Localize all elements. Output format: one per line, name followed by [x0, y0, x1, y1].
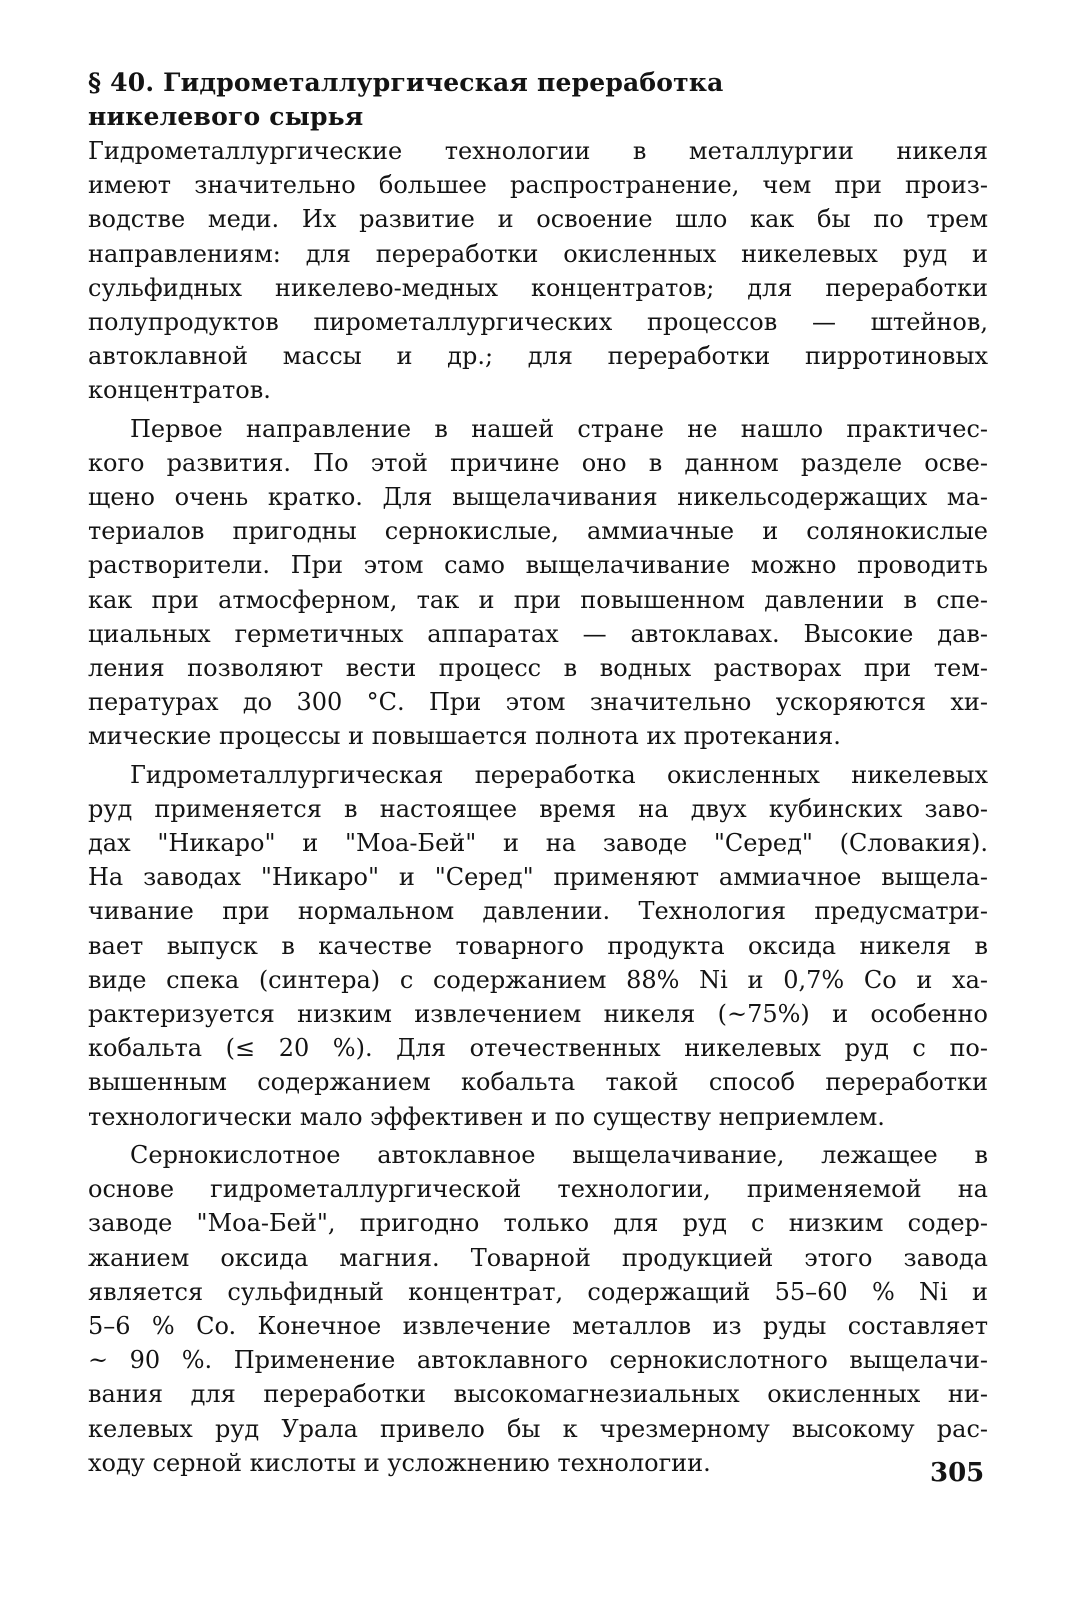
text-line: циальных герметичных аппаратах — автоклавах. Высокие дав- — [88, 619, 988, 648]
text-line: териалов пригодны сернокислые, аммиачные и солянокислые — [88, 517, 988, 546]
text-line: имеют значительно большее распространение, чем при произ- — [88, 171, 988, 200]
text-line: заводе "Моа-Бей", пригодно только для руд с низким содер- — [88, 1209, 988, 1238]
text-line: кобальта (≤ 20 %). Для отечественных никелевых руд с по- — [88, 1034, 988, 1063]
text-line: вышенным содержанием кобальта такой способ переработки — [88, 1068, 988, 1097]
text-line: водстве меди. Их развитие и освоение шло как бы по трем — [88, 205, 988, 234]
paragraph-3 — [88, 758, 988, 1134]
page-number: 305 — [930, 1458, 985, 1488]
paragraph-1 — [88, 134, 988, 408]
text-line: руд применяется в настоящее время на двух кубинских заво- — [88, 794, 988, 823]
text-line: келевых руд Урала привело бы к чрезмерному высокому рас- — [88, 1414, 988, 1443]
text-line: мические процессы и повышается полнота их протекания. — [88, 722, 841, 751]
text-line: ления позволяют вести процесс в водных растворах при тем- — [88, 654, 988, 683]
paragraph-4 — [88, 1138, 988, 1480]
text-line: автоклавной массы и др.; для переработки пирротиновых — [88, 342, 988, 371]
text-line: концентратов. — [88, 376, 271, 405]
text-line: ходу серной кислоты и усложнению технологии. — [88, 1448, 711, 1477]
text-line: технологически мало эффективен и по существу неприемлем. — [88, 1102, 885, 1131]
text-line: щено очень кратко. Для выщелачивания никельсодержащих ма- — [88, 483, 988, 512]
text-line: является сульфидный концентрат, содержащий 55–60 % Ni и — [88, 1277, 988, 1306]
text-line: виде спека (синтера) с содержанием 88% Ni и 0,7% Co и ха- — [88, 965, 988, 994]
text-line: основе гидрометаллургической технологии, применяемой на — [88, 1175, 988, 1204]
text-line: рактеризуется низким извлечением никеля (~75%) и особенно — [88, 1000, 988, 1029]
text-line: пературах до 300 °С. При этом значительно ускоряются хи- — [88, 688, 988, 717]
text-line: Гидрометаллургическая переработка окисленных никелевых — [130, 760, 988, 789]
text-line: полупродуктов пирометаллургических процессов — штейнов, — [88, 308, 988, 337]
text-line: ~ 90 %. Применение автоклавного сернокислотного выщелачи- — [88, 1346, 988, 1375]
section-heading-line: § 40. Гидрометаллургическая переработка — [88, 68, 724, 97]
text-line: Гидрометаллургические технологии в металлургии никеля — [88, 137, 988, 165]
text-line: кого развития. По этой причине оно в данном разделе осве- — [88, 448, 988, 477]
text-line: Первое направление в нашей стране не нашло практичес- — [130, 414, 988, 443]
text-line: растворители. При этом само выщелачивание можно проводить — [88, 551, 988, 580]
section-heading-line: никелевого сырья — [88, 102, 364, 131]
text-line: На заводах "Никаро" и "Серед" применяют аммиачное выщела- — [88, 863, 988, 892]
text-line: сульфидных никелево-медных концентратов; для переработки — [88, 273, 988, 302]
text-line: чивание при нормальном давлении. Технология предусматри- — [88, 897, 988, 926]
text-line: вания для переработки высокомагнезиальных окисленных ни- — [88, 1380, 988, 1409]
section-heading — [88, 66, 988, 134]
book-page — [88, 66, 988, 1480]
paragraph-2 — [88, 412, 988, 754]
text-line: Сернокислотное автоклавное выщелачивание, лежащее в — [130, 1140, 988, 1169]
text-line: жанием оксида магния. Товарной продукцией этого завода — [88, 1243, 988, 1272]
text-line: 5–6 % Co. Конечное извлечение металлов из руды составляет — [88, 1311, 988, 1340]
text-line: направлениям: для переработки окисленных никелевых руд и — [88, 239, 988, 268]
text-line: как при атмосферном, так и при повышенном давлении в спе- — [88, 585, 988, 614]
text-line: дах "Никаро" и "Моа-Бей" и на заводе "Серед" (Словакия). — [88, 829, 988, 858]
text-line: вает выпуск в качестве товарного продукта оксида никеля в — [88, 931, 988, 960]
